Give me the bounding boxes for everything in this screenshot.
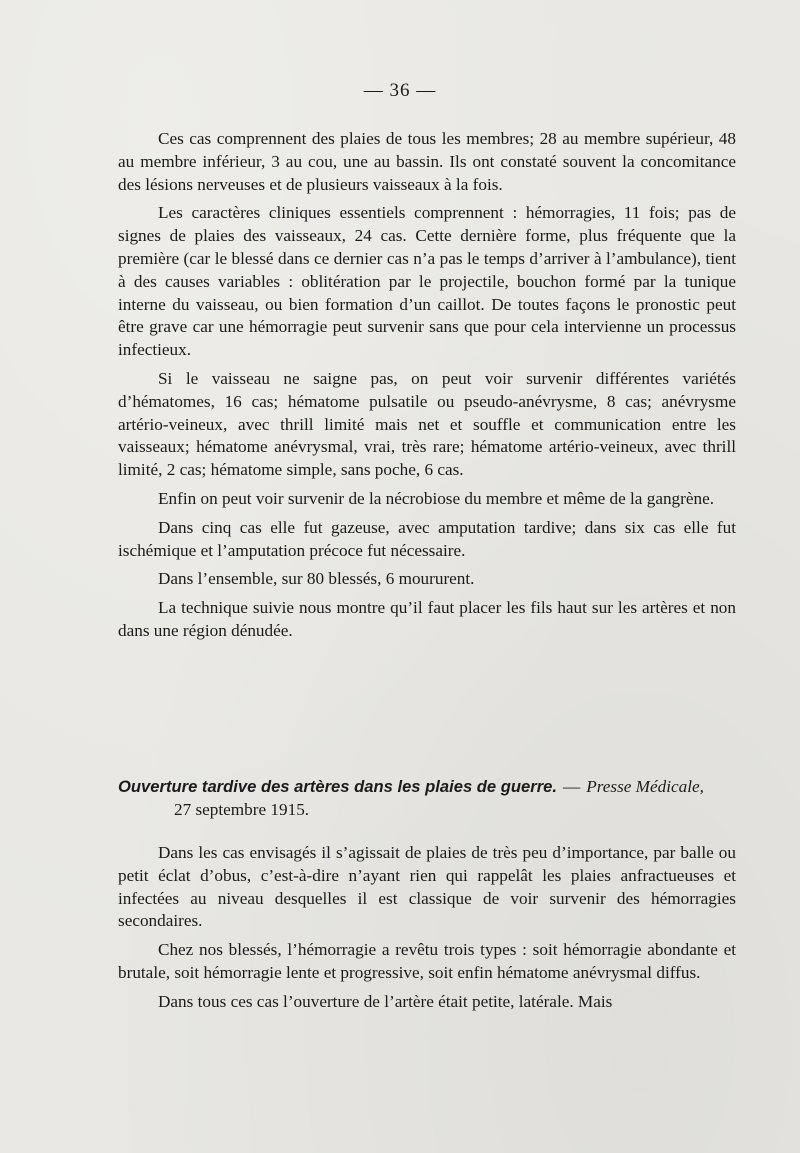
section-heading [118,776,736,822]
article-title: Ouverture tardive des artères dans les plaies de guerre. [118,777,558,796]
separator-dash: — [563,777,581,796]
publication-date-line [118,799,736,822]
section1-text [118,128,736,649]
paragraph: Dans tous ces cas l’ouverture de l’artère était petite, latérale. Mais [158,991,613,1011]
paragraph: Dans l’ensemble, sur 80 blessés, 6 moururent. [158,569,475,589]
paragraph: Les caractères cliniques essentiels comprennent : hémorragies, 11 fois; pas de signes de plaies des vaisseaux, 24 cas. Cette dernière forme, plus fréquente que la première (car le blessé dans ce dernier cas n’a pas le temps d’arriver à l’ambulance), tient à des causes variables : oblitération par le projectile, bouchon formé par la tunique interne du vaisseau, ou bien formation d’un caillot. De toutes façons le pronostic peut être grave car une hémorragie peut survenir sans que pour cela intervienne un processus infectieux. [118,203,736,360]
paragraph: Enfin on peut voir survenir de la nécrobiose du membre et même de la gangrène. [158,488,715,508]
paragraph: La technique suivie nous montre qu’il faut placer les fils haut sur les artères et non dans une région dénudée. [118,598,736,640]
publication-date: 27 septembre 1915. [174,799,310,819]
journal-name: Presse Médicale, [586,777,704,796]
paragraph: Dans les cas envisagés il s’agissait de plaies de très peu d’importance, par balle ou petit éclat d’obus, c’est-à-dire n’ayant rien qui rappelât les plaies anfractueuses et infectées au niveau desquelles il est classique de voir survenir des hémorragies secondaires. [118,843,736,931]
paragraph: Dans cinq cas elle fut gazeuse, avec amputation tardive; dans six cas elle fut ischémique et l’amputation précoce fut nécessaire. [118,517,736,560]
paragraph: Chez nos blessés, l’hémorragie a revêtu trois types : soit hémorragie abondante et brutale, soit hémorragie lente et progressive, soit enfin hématome anévrysmal diffus. [118,940,736,982]
paragraph: Ces cas comprennent des plaies de tous les membres; 28 au membre supérieur, 48 au membre inférieur, 3 au cou, une au bassin. Ils ont constaté souvent la concomitance des lésions nerveuses et de plusieurs vaisseaux à la fois. [118,129,736,194]
section2-text [118,842,736,1020]
paragraph: Si le vaisseau ne saigne pas, on peut voir survenir différentes variétés d’hématomes, 16 cas; hématome pulsatile ou pseudo-anévrysme, 8 cas; anévrysme artério-veineux, avec thrill limité mais net et souffle et communication entre les vaisseaux; hématome anévrysmal, vrai, très rare; hématome artério-veineux, avec thrill limité, 2 cas; hématome simple, sans poche, 6 cas. [118,368,736,480]
page-number: — 36 — [363,80,437,101]
